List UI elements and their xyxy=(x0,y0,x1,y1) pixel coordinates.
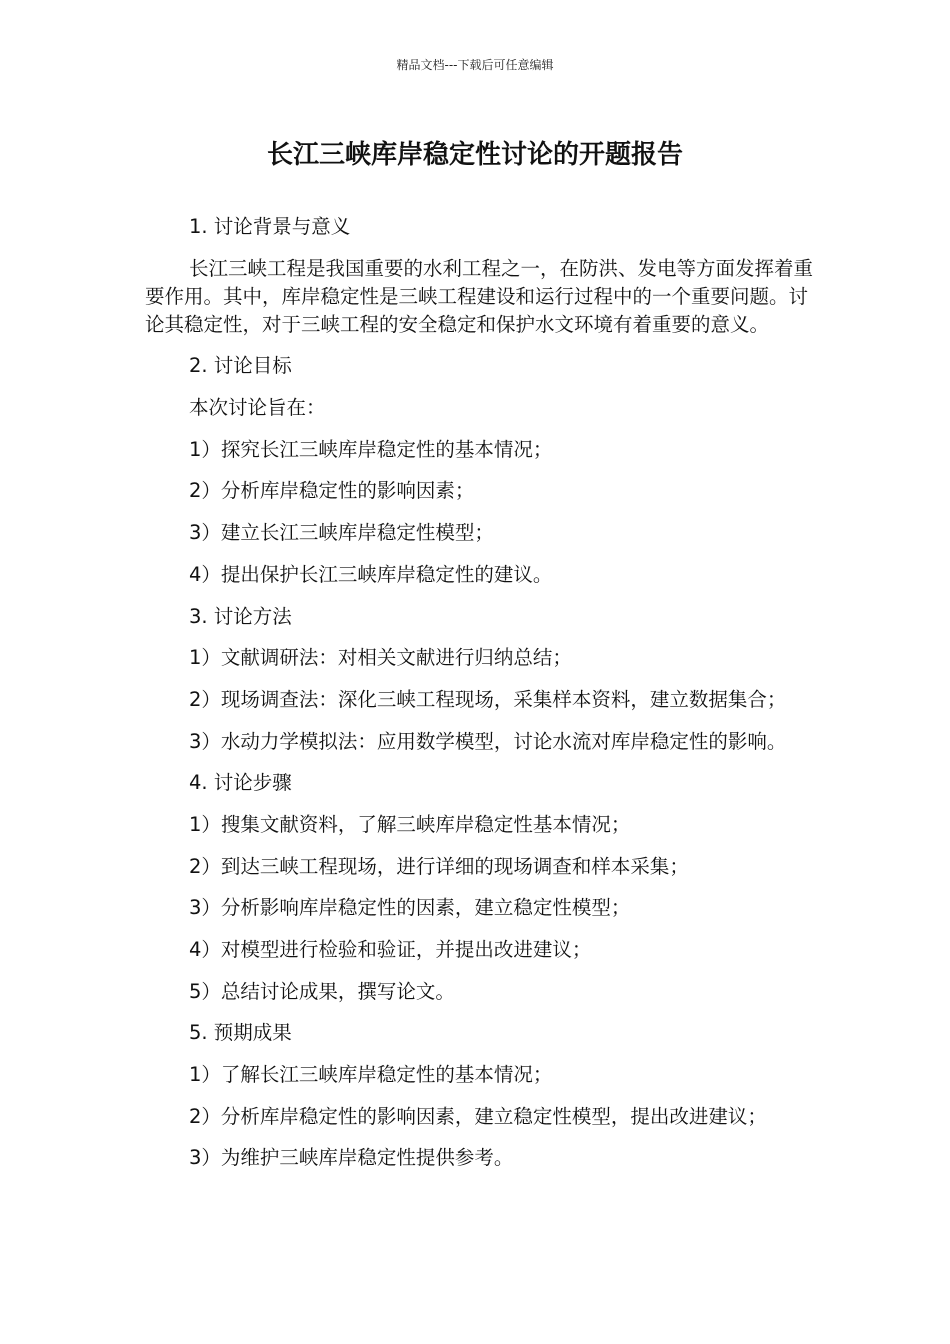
section-heading: 3. 讨论方法 xyxy=(189,604,292,628)
section-intro: 本次讨论旨在： xyxy=(189,396,326,420)
list-item: 2）现场调查法：深化三峡工程现场，采集样本资料，建立数据集合； xyxy=(189,687,787,711)
list-item: 3）分析影响库岸稳定性的因素，建立稳定性模型； xyxy=(189,896,631,920)
list-item: 2）分析库岸稳定性的影响因素，建立稳定性模型，提出改进建议； xyxy=(189,1104,767,1128)
list-item: 2）到达三峡工程现场，进行详细的现场调查和样本采集； xyxy=(189,854,689,878)
list-item: 2）分析库岸稳定性的影响因素； xyxy=(189,479,475,503)
section-heading: 4. 讨论步骤 xyxy=(189,771,292,795)
body-paragraph: 长江三峡工程是我国重要的水利工程之一，在防洪、发电等方面发挥着重要作用。其中，库岸稳定性是三峡工程建设和运行过程中的一个重要问题。讨论其稳定性，对于三峡工程的安全稳定和保护水文环境有着重要的意义。 xyxy=(145,256,814,336)
page-header: 精品文档---下载后可任意编辑 xyxy=(396,58,554,72)
list-item: 4）提出保护长江三峡库岸稳定性的建议。 xyxy=(189,562,553,586)
list-item: 1）了解长江三峡库岸稳定性的基本情况； xyxy=(189,1063,553,1087)
list-item: 4）对模型进行检验和验证，并提出改进建议； xyxy=(189,938,592,961)
list-item: 1）搜集文献资料，了解三峡库岸稳定性基本情况； xyxy=(189,812,631,836)
section-heading: 1. 讨论背景与意义 xyxy=(189,215,351,238)
section-heading: 2. 讨论目标 xyxy=(189,354,292,378)
list-item: 1）文献调研法：对相关文献进行归纳总结； xyxy=(189,646,572,670)
section-heading: 5. 预期成果 xyxy=(189,1021,292,1045)
document-title: 长江三峡库岸稳定性讨论的开题报告 xyxy=(266,140,683,170)
list-item: 3）水动力学模拟法：应用数学模型，讨论水流对库岸稳定性的影响。 xyxy=(189,729,787,753)
document-body xyxy=(145,213,825,1186)
list-item: 1）探究长江三峡库岸稳定性的基本情况； xyxy=(189,437,553,461)
list-item: 5）总结讨论成果，撰写论文。 xyxy=(189,979,455,1003)
list-item: 3）建立长江三峡库岸稳定性模型； xyxy=(189,521,494,545)
list-item: 3）为维护三峡库岸稳定性提供参考。 xyxy=(189,1146,514,1170)
